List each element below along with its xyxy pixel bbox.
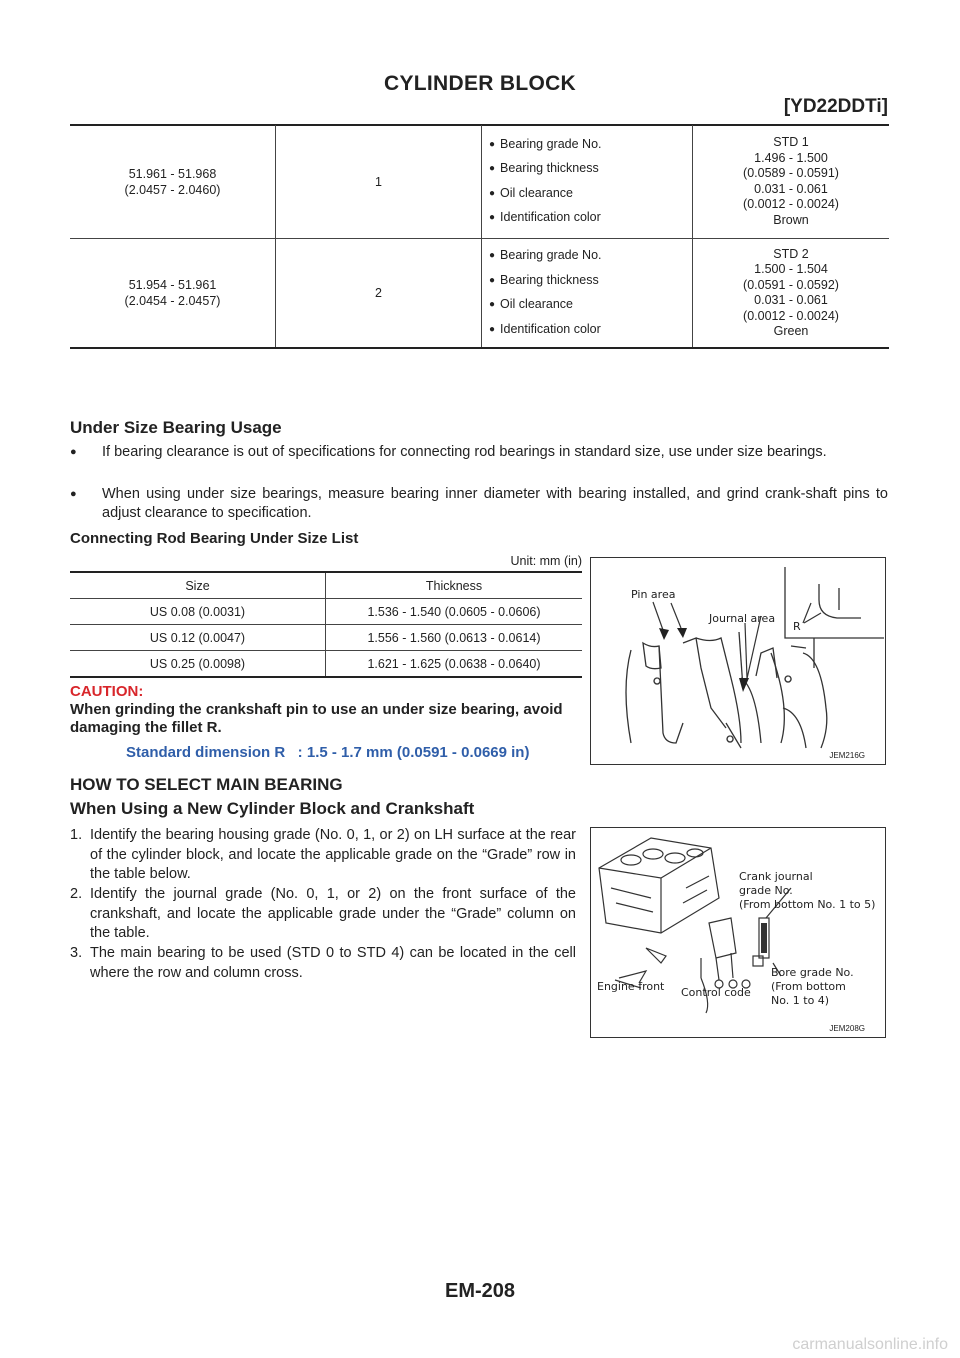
spec-cell: [693, 125, 890, 239]
step-text: Identify the journal grade (No. 0, 1, or 2) on the front surface of the crankshaft, and locate the applicable grade under the “Grade” column on the table.: [90, 886, 576, 941]
column-header: Thickness: [425, 578, 483, 593]
crank-journal-label: Crank journal: [739, 870, 813, 883]
step-number: 3.: [70, 945, 83, 961]
page-title: CYLINDER BLOCK: [383, 72, 577, 95]
list-item: ● Identification color: [489, 206, 692, 231]
subsection-heading: When Using a New Cylinder Block and Crankshaft: [70, 799, 475, 818]
bullet-icon: ●: [70, 488, 77, 500]
list-item: ● Bearing grade No.: [489, 133, 692, 158]
subsection-heading: Connecting Rod Bearing Under Size List: [70, 530, 359, 547]
spec-line: (0.0012 - 0.0024): [743, 308, 839, 323]
watermark: carmanualsonline.info: [792, 1336, 948, 1353]
table-row: [70, 125, 889, 239]
column-header: Size: [70, 572, 326, 599]
caution-title: CAUTION:: [70, 683, 144, 700]
table-row: [70, 625, 582, 651]
table-cell: US 0.08 (0.0031): [70, 599, 326, 625]
diameter-mm: 51.961 - 51.968: [128, 166, 217, 181]
table-cell: 1.556 - 1.560 (0.0613 - 0.0614): [367, 630, 541, 645]
standard-dimension: Standard dimension R : 1.5 - 1.7 mm (0.0591 - 0.0669 in): [126, 744, 530, 761]
diameter-in: (2.0454 - 2.0457): [124, 294, 221, 308]
spec-line: (0.0012 - 0.0024): [743, 197, 839, 211]
cylinder-block-illustration: [591, 828, 884, 1036]
cylinder-block-figure: [590, 827, 886, 1038]
spec-line: (0.0589 - 0.0591): [743, 166, 839, 180]
step-text: Identify the bearing housing grade (No. 0, 1, or 2) on LH surface at the rear of the cylinder block, and locate the applicable grade on the “Grade” row in the table below.: [90, 827, 576, 882]
list-item: ● Oil clearance: [489, 293, 692, 318]
table-header-row: [70, 572, 582, 599]
spec-line: 0.031 - 0.061: [754, 293, 828, 307]
diameter-in: (2.0457 - 2.0460): [124, 182, 221, 197]
grade-cell: 2: [276, 239, 482, 349]
step-number: 1.: [70, 827, 83, 843]
step-text: The main bearing to be used (STD 0 to STD 4) can be located in the cell where the row and column cross.: [90, 945, 576, 981]
figure-code: JEM216G: [829, 751, 865, 760]
table-cell: 1.536 - 1.540 (0.0605 - 0.0606): [367, 604, 541, 619]
table-row: [70, 651, 582, 678]
bore-range-label: No. 1 to 4): [771, 994, 830, 1007]
unit-label: Unit: mm (in): [510, 554, 582, 568]
bullet-item: [70, 443, 888, 462]
bearing-grade-table: [70, 125, 889, 349]
item-list-cell: [482, 125, 693, 239]
table-row: [70, 599, 582, 625]
spec-line: 1.500 - 1.504: [754, 262, 828, 276]
engine-model-label: [YD22DDTi]: [783, 96, 888, 117]
numbered-step: [70, 885, 576, 944]
bullet-item: [70, 485, 888, 523]
table-row: [70, 239, 889, 349]
table-cell: US 0.25 (0.0098): [70, 651, 326, 678]
spec-line: 0.031 - 0.061: [754, 181, 828, 196]
numbered-step: [70, 826, 576, 885]
numbered-step: [70, 944, 576, 983]
list-item: ● Bearing thickness: [489, 157, 692, 182]
section-heading: HOW TO SELECT MAIN BEARING: [70, 775, 343, 794]
journal-area-label: Journal area: [709, 612, 776, 625]
fillet-r-label: R: [793, 620, 801, 633]
grade-cell: 1: [276, 125, 482, 239]
crankshaft-illustration: [591, 558, 884, 763]
spec-line: 1.496 - 1.500: [754, 150, 828, 165]
figure-code: JEM208G: [829, 1024, 865, 1033]
caution-text: When grinding the crankshaft pin to use an under size bearing, avoid damaging the fillet R.: [70, 701, 563, 736]
crank-grade-label: grade No.: [739, 884, 793, 897]
pin-area-label: Pin area: [631, 588, 676, 601]
spec-line: Green: [773, 324, 809, 338]
bullet-icon: ●: [70, 446, 77, 458]
spec-line: STD 1: [773, 135, 809, 149]
list-item: ● Oil clearance: [489, 182, 692, 207]
journal-diameter-cell: [70, 125, 276, 239]
spec-cell: [693, 239, 890, 349]
bullet-text: If bearing clearance is out of specifications for connecting rod bearings in standard size, use under size bearings.: [102, 444, 827, 460]
bore-from-label: (From bottom: [771, 980, 846, 993]
crankshaft-pin-figure: [590, 557, 886, 765]
spec-line: Brown: [773, 212, 809, 227]
spec-line: (0.0591 - 0.0592): [743, 277, 839, 292]
code-strip: [761, 923, 767, 953]
list-item: ● Bearing grade No.: [489, 244, 692, 269]
spec-line: STD 2: [773, 246, 809, 261]
crank-range-label: (From bottom No. 1 to 5): [739, 898, 876, 911]
page-number: EM-208: [444, 1280, 516, 1302]
item-list-cell: [482, 239, 693, 349]
control-code-label: Control code: [681, 986, 751, 999]
journal-diameter-cell: [70, 239, 276, 349]
table-cell: US 0.12 (0.0047): [70, 625, 326, 651]
engine-front-label: Engine front: [597, 980, 665, 993]
table-cell: 1.621 - 1.625 (0.0638 - 0.0640): [367, 656, 541, 671]
section-heading: Under Size Bearing Usage: [70, 418, 282, 437]
list-item: ● Bearing thickness: [489, 269, 692, 294]
list-item: ● Identification color: [489, 318, 692, 343]
bullet-text: When using under size bearings, measure bearing inner diameter with bearing installed, and grind crank-shaft pins to adjust clearance to specification.: [102, 486, 888, 521]
under-size-table: [70, 571, 582, 678]
diameter-mm: 51.954 - 51.961: [128, 278, 217, 292]
step-number: 2.: [70, 886, 83, 902]
bore-grade-label: Bore grade No.: [771, 966, 854, 979]
